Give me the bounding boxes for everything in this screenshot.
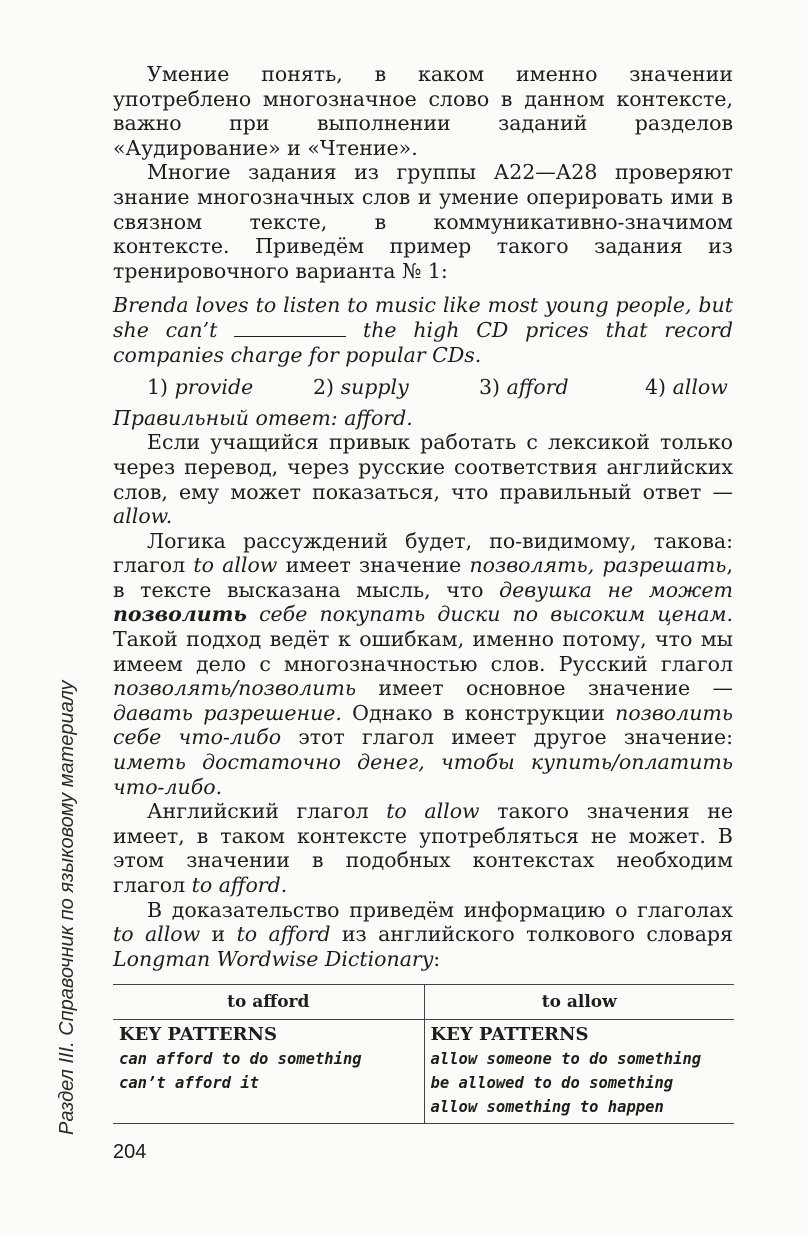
correct-answer: Правильный ответ: afford. [113,405,413,430]
pattern: can afford to do something [119,1050,362,1068]
option-1: 1) provide [147,375,254,400]
paragraph-1: Умение понять, в каком именно значении употреблено многозначное слово в данном контексте, важно при выполнении заданий разделов «Аудирование» и «Чтение». [113,62,733,160]
key-patterns-label: KEY PATTERNS [119,1024,277,1045]
paragraph-3: Если учащийся привык работать с лексикой только через перевод, через русские соответствия английских слов, ему может показаться, что правильный ответ — allow. [113,430,733,529]
paragraph-6: В доказательство приведём информацию о глаголах to allow и to afford из английского толкового словаря Longman Wordwise Dictionary: [113,897,733,971]
paragraph-4: Логика рассуждений будет, по-видимому, такова: глагол to allow имеет значение позволять, разрешать, в тексте высказана мысль, что девушка не может позволить себе покупать диски по высоким ценам. Такой подход ведёт к ошибкам, именно потому, что мы имеем дело с многозначностью слов. Русский глагол позволять/позволить имеет основное значение — давать разрешение. Однако в конструкции позволить себе что-либо этот глагол имеет другое значение: иметь достаточно денег, чтобы купить/оплатить что-либо. [113,528,734,799]
example-blank [234,320,346,337]
dictionary-table [113,984,734,1124]
example-after-blank: the high CD prices that record companies charge for popular CDs. [113,317,733,367]
pattern: can’t afford it [119,1074,259,1092]
page-number: 204 [113,1141,147,1163]
answer-options [147,375,733,400]
option-3: 3) afford [479,375,569,400]
option-4: 4) allow [645,375,728,400]
key-patterns-label: KEY PATTERNS [430,1024,589,1045]
table-row [113,1019,734,1123]
paragraph-5: Английский глагол to allow такого значения не имеет, в таком контексте употребляться не может. В этом значении в подобных контекстах необходим глагол to afford. [113,799,733,897]
pattern: allow something to happen [430,1098,664,1116]
pattern: allow someone to do something [430,1050,702,1068]
paragraph-2: Многие задания из группы А22—А28 проверяют знание многозначных слов и умение оперировать ими в связном тексте, в коммуникативно-значимом контексте. Приведём пример такого задания из тренировочного варианта № 1: [113,160,733,283]
option-2: 2) supply [313,375,409,400]
pattern: be allowed to do something [430,1074,674,1092]
table-header-allow: to allow [424,985,735,1019]
afford-patterns [113,1020,424,1123]
table-header-row [113,985,734,1019]
section-title-vertical: Раздел III. Справочник по языковому материалу [56,680,78,1135]
example-before-blank: Brenda loves to listen to music like most young people, but she can’t [113,293,733,342]
example-sentence [113,293,733,367]
page-body [113,62,733,971]
table-header-afford: to afford [227,992,310,1012]
allow-patterns [424,1020,735,1123]
